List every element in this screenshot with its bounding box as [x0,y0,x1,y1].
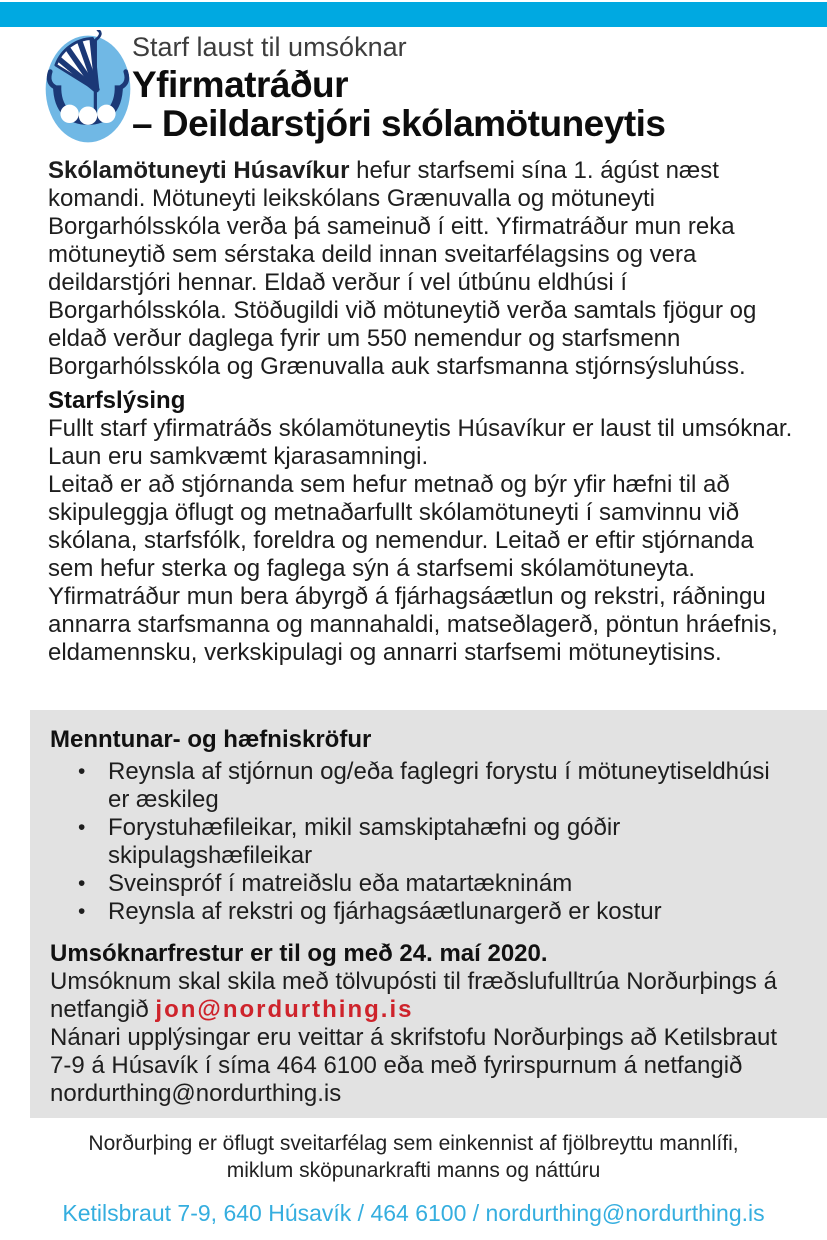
main-content [48,157,798,667]
requirement-item [50,898,797,926]
application-deadline-heading: Umsóknarfrestur er til og með 24. maí 2020. [50,940,548,967]
job-description-heading: Starfslýsing [48,387,186,414]
requirements-list [50,758,797,926]
intro-paragraph [48,157,798,381]
requirement-text: Reynsla af stjórnun og/eða faglegri forystu í mötuneytiseldhúsi er æskileg [108,758,770,813]
application-instructions [50,968,797,1024]
requirement-item [50,758,797,814]
requirement-text: Sveinspróf í matreiðslu eða matartækninám [108,870,573,897]
requirement-text: Reynsla af rekstri og fjárhagsáætlunargerð er kostur [108,898,662,925]
footer [0,1130,827,1227]
more-info-paragraph: Nánari upplýsingar eru veittar á skrifstofu Norðurþings að Ketilsbraut 7-9 á Húsavík í síma 464 6100 eða með fyrirspurnum á netfangið nordurthing@nordurthing.is [50,1024,778,1107]
bullet-icon: • [78,900,86,923]
application-instructions-text: Umsóknum skal skila með tölvupósti til fræðslufulltrúa Norðurþings á netfangið [50,968,777,1023]
requirement-item [50,814,797,870]
municipality-tagline: Norðurþing er öflugt sveitarfélag sem einkennist af fjölbreyttu mannlífi, miklum sköpunarkrafti manns og náttúru [88,1132,739,1182]
top-accent-bar [0,2,827,27]
header-text [132,30,666,143]
intro-body: hefur starfsemi sína 1. ágúst næst komandi. Mötuneyti leikskólans Grænuvalla og mötuneyti Borgarhólsskóla verða þá sameinuð í eitt. Yfirmatráður mun reka mötuneytið sem sérstaka deild innan sveitarfélagsins og vera deildarstjóri hennar. Eldað verður í vel útbúnu eldhúsi í Borgarhólsskóla. Stöðugildi við mötuneytið verða samtals fjögur og eldað verður daglega fyrir um 550 nemendur og starfsmenn Borgarhólsskóla og Grænuvalla auk starfsmanna stjórnsýsluhúss. [48,157,757,380]
application-email-link[interactable]: jon@nordurthing.is [155,996,414,1023]
requirement-item [50,870,797,898]
job-title-line-2: – Deildarstjóri skólamötuneytis [132,103,666,144]
page-title [132,65,666,143]
footer-contact-line[interactable]: Ketilsbraut 7-9, 640 Húsavík / 464 6100 / nordurthing@nordurthing.is [62,1200,765,1226]
header [42,30,666,148]
job-description-paragraph-2: Leitað er að stjórnanda sem hefur metnað og býr yfir hæfni til að skipuleggja öflugt og metnaðarfullt skólamötuneyti í samvinnu við skólana, starfsfólk, foreldra og nemendur. Leitað er eftir stjórnanda sem hefur sterka og faglega sýn á starfsemi skólamötuneyta. Yfirmatráður mun bera ábyrgð á fjárhagsáætlun og rekstri, ráðningu annarra starfsmanna og mannahaldi, matseðlagerð, pöntun hráefnis, eldamennsku, verkskipulagi og annarri starfsemi mötuneytisins. [48,471,778,666]
job-description-paragraph-1: Fullt starf yfirmatráðs skólamötuneytis Húsavíkur er laust til umsóknar. Laun eru samkvæmt kjarasamningi. [48,415,793,470]
requirements-heading: Menntunar- og hæfniskröfur [50,726,372,753]
kicker-text: Starf laust til umsóknar [132,32,407,62]
requirement-text: Forystuhæfileikar, mikil samskiptahæfni og góðir skipulagshæfileikar [108,814,621,869]
bullet-icon: • [78,872,86,895]
intro-lead-bold: Skólamötuneyti Húsavíkur [48,157,350,184]
requirements-box [30,710,827,1118]
bullet-icon: • [78,816,86,839]
job-title-line-1: Yfirmatráður [132,64,349,105]
nordurthing-viking-ship-logo-icon [42,30,134,148]
bullet-icon: • [78,760,86,783]
